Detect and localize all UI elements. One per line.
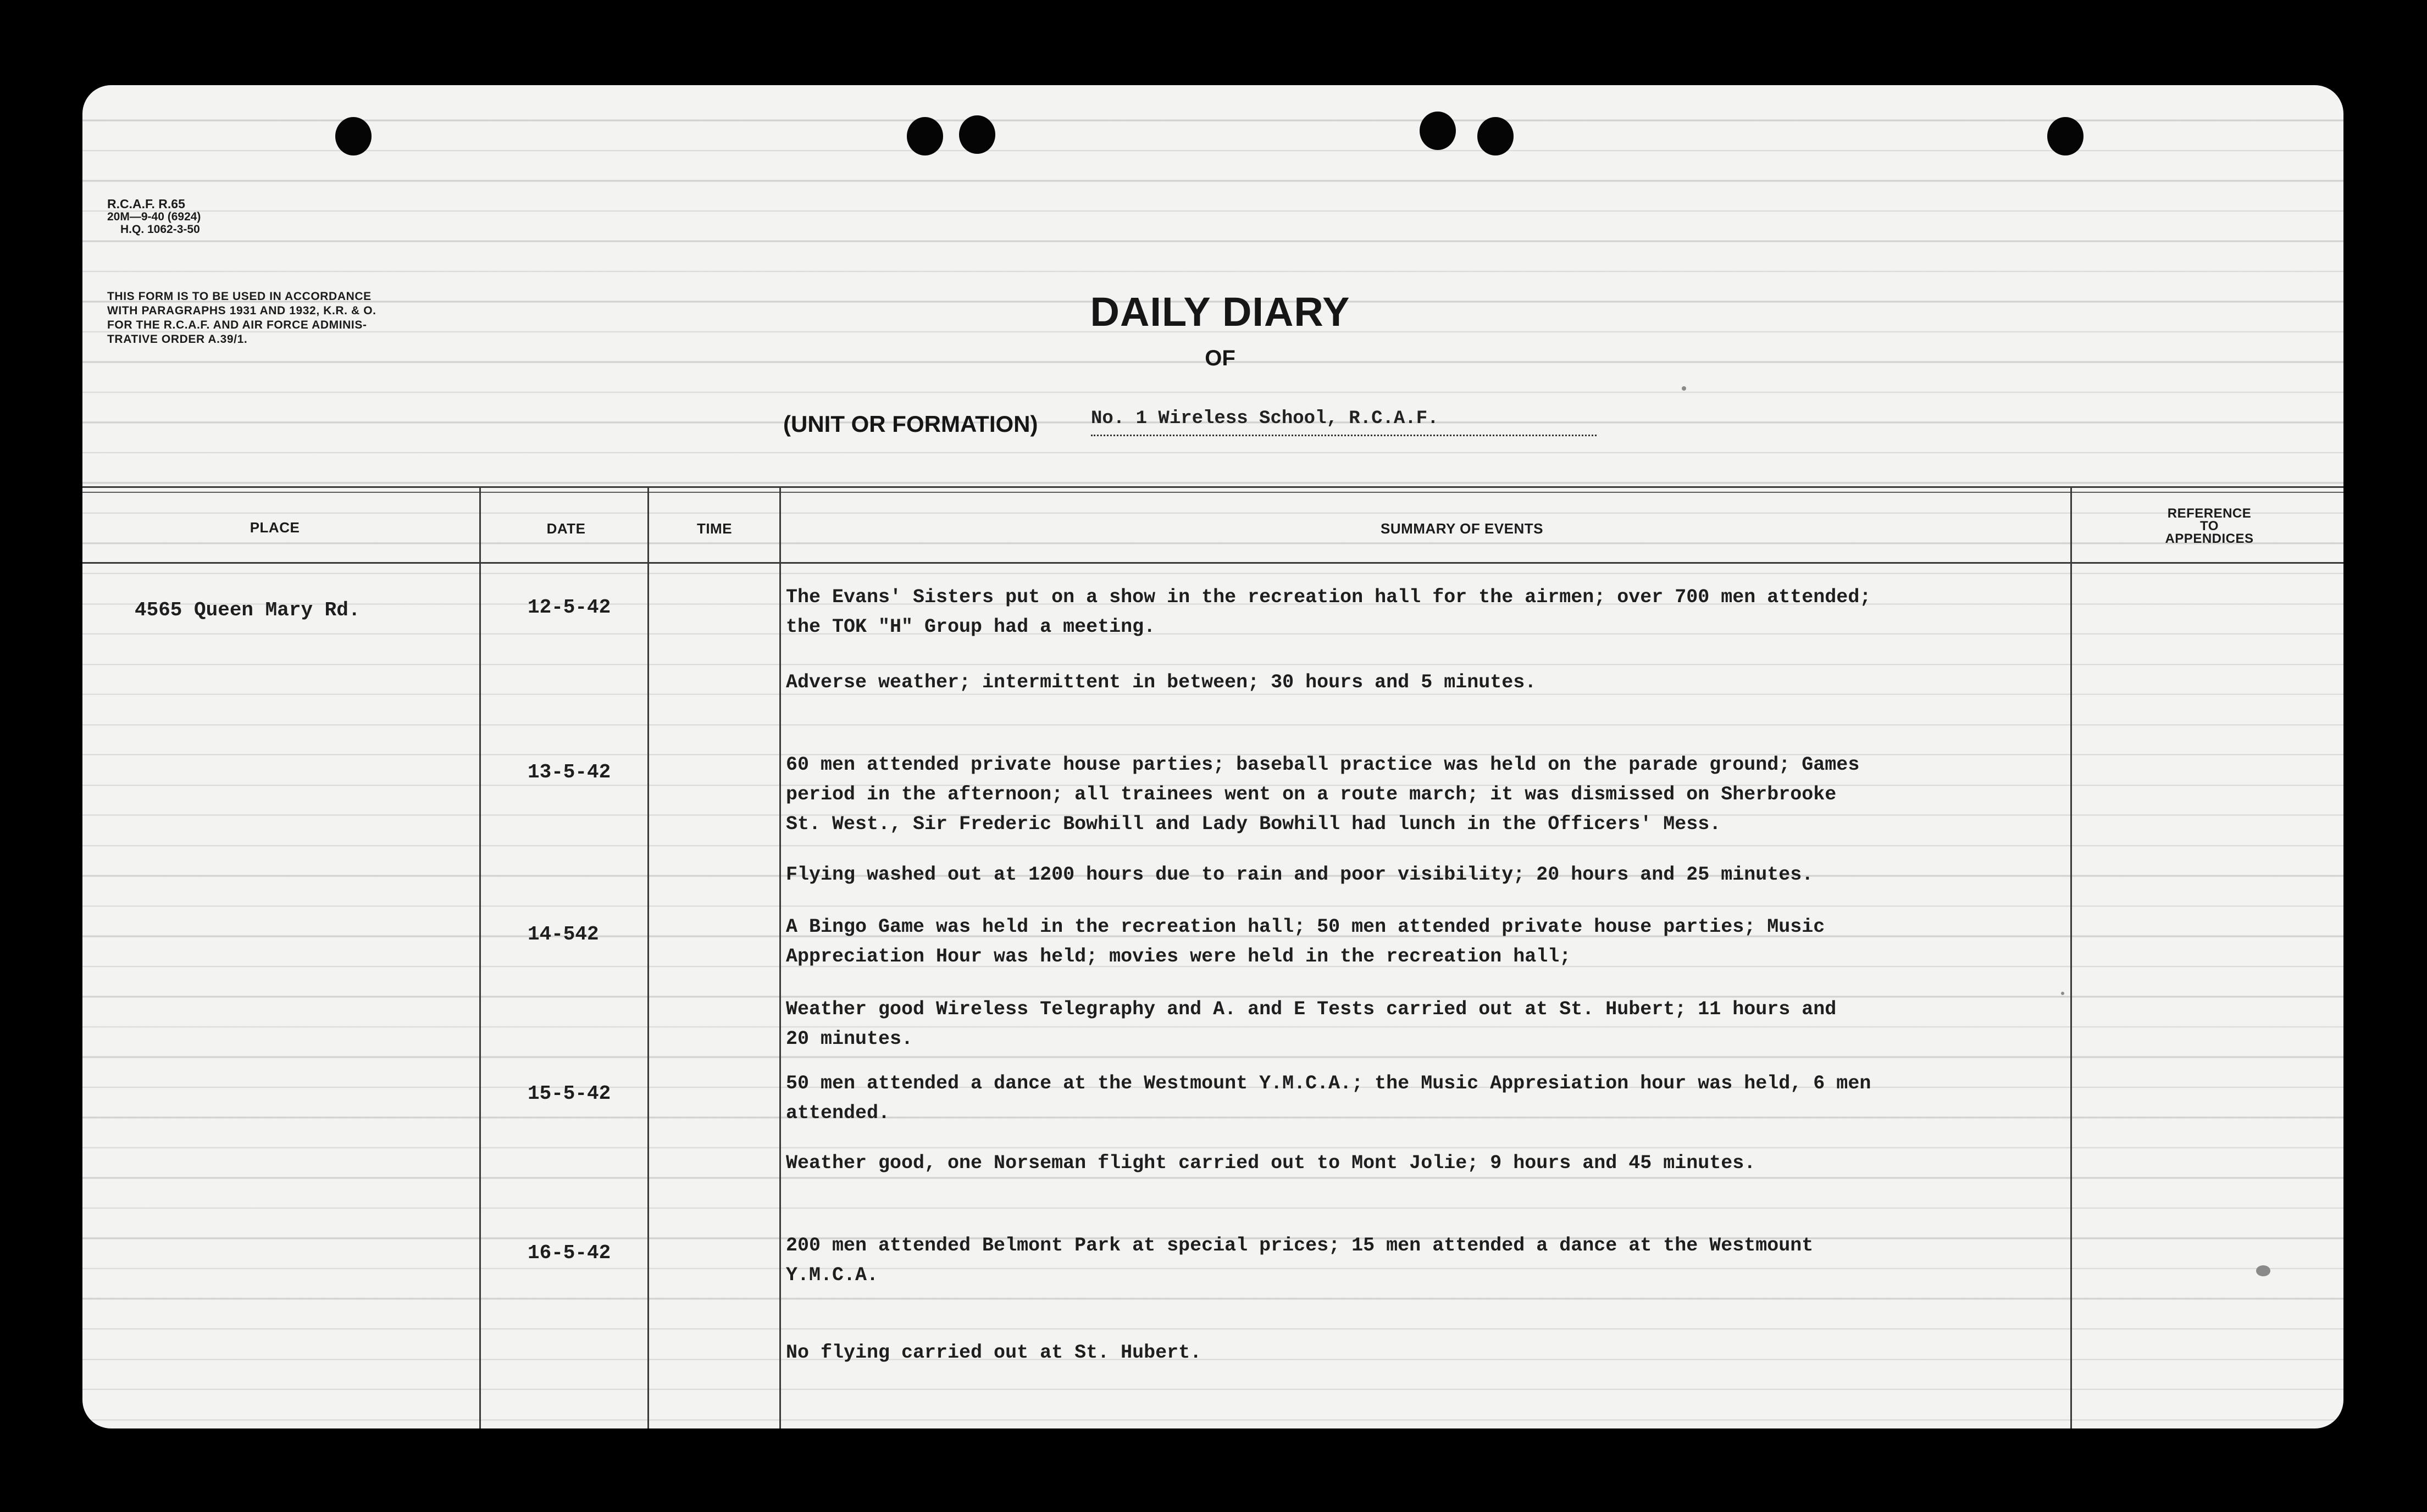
punch-hole-2 xyxy=(907,117,943,155)
summary-entry: 200 men attended Belmont Park at special prices; 15 men attended a dance at the Westmount Y.M.C.A. xyxy=(786,1235,1814,1286)
form-instructions xyxy=(107,290,547,347)
form-code-line: 20M—9-40 (6924) xyxy=(107,210,201,223)
column-header-place: PLACE xyxy=(250,519,300,536)
column-divider-place xyxy=(479,487,481,1428)
summary-entry: A Bingo Game was held in the recreation hall; 50 men attended private house parties; Music Appreciation Hour was held; movies were held in the recreation hall; xyxy=(786,916,1825,968)
punch-hole-5 xyxy=(1477,117,1514,155)
place-value: 4565 Queen Mary Rd. xyxy=(135,599,361,621)
date-value: 16-5-42 xyxy=(528,1242,611,1264)
column-header-reference xyxy=(2105,507,2314,545)
table-top-rule xyxy=(82,486,2343,488)
summary-entry: 50 men attended a dance at the Westmount Y.M.C.A.; the Music Appresiation hour was held, 6 men attended. xyxy=(786,1072,1871,1124)
form-instructions-line: THIS FORM IS TO BE USED IN ACCORDANCE xyxy=(107,290,372,303)
punch-hole-3 xyxy=(959,115,995,154)
diary-card xyxy=(82,85,2343,1428)
date-value: 15-5-42 xyxy=(528,1082,611,1105)
summary-entry: Weather good Wireless Telegraphy and A. and E Tests carried out at St. Hubert; 11 hours and 20 minutes. xyxy=(786,998,1837,1050)
summary-entry: Flying washed out at 1200 hours due to rain and poor visibility; 20 hours and 25 minutes. xyxy=(786,864,1814,886)
diary-title: DAILY DIARY xyxy=(1090,289,1350,335)
punch-hole-4 xyxy=(1420,112,1456,150)
column-header-reference-line: REFERENCE xyxy=(2167,506,2252,521)
column-divider-time xyxy=(779,487,781,1428)
diary-title-of: OF xyxy=(1205,346,1235,370)
column-header-summary: SUMMARY OF EVENTS xyxy=(1381,520,1543,537)
form-instructions-line: WITH PARAGRAPHS 1931 AND 1932, K.R. & O. xyxy=(107,304,376,317)
column-header-reference-line: TO xyxy=(2200,519,2219,533)
form-code-line: R.C.A.F. R.65 xyxy=(107,197,185,211)
table-top-rule-inner xyxy=(82,492,2343,493)
form-instructions-line: FOR THE R.C.A.F. AND AIR FORCE ADMINIS- xyxy=(107,319,367,331)
paper-blemish xyxy=(2061,992,2064,995)
date-value: 12-5-42 xyxy=(528,596,611,619)
form-instructions-line: TRATIVE ORDER A.39/1. xyxy=(107,333,248,346)
date-value: 14-542 xyxy=(528,923,599,946)
paper-blemish xyxy=(1682,386,1686,391)
column-divider-date xyxy=(647,487,649,1428)
punch-hole-1 xyxy=(335,117,372,155)
unit-label: (UNIT OR FORMATION) xyxy=(783,411,1038,437)
summary-entry: No flying carried out at St. Hubert. xyxy=(786,1342,1202,1364)
column-header-time: TIME xyxy=(696,520,733,537)
date-value: 13-5-42 xyxy=(528,761,611,783)
paper-blemish xyxy=(2256,1265,2270,1276)
form-code-line: H.Q. 1062-3-50 xyxy=(120,223,200,236)
summary-entry: 60 men attended private house parties; baseball practice was held on the parade ground; Games period in the afternoon; all trainees went on a route march; it was dismissed on Sherbrooke St. West., Sir Frederic Bowhill and Lady Bowhill had lunch in the Officers' Mess. xyxy=(786,754,1860,835)
summary-entry: Adverse weather; intermittent in between; 30 hours and 5 minutes. xyxy=(786,671,1537,693)
header-bottom-rule xyxy=(82,562,2343,564)
column-header-date: DATE xyxy=(546,520,586,537)
punch-hole-6 xyxy=(2047,117,2084,155)
form-code xyxy=(107,198,201,236)
summary-entry: The Evans' Sisters put on a show in the recreation hall for the airmen; over 700 men attended; the TOK "H" Group had a meeting. xyxy=(786,586,1871,638)
column-header-reference-line: APPENDICES xyxy=(2165,531,2254,546)
unit-value: No. 1 Wireless School, R.C.A.F. xyxy=(1091,408,1597,436)
summary-entry: Weather good, one Norseman flight carried out to Mont Jolie; 9 hours and 45 minutes. xyxy=(786,1152,1756,1174)
